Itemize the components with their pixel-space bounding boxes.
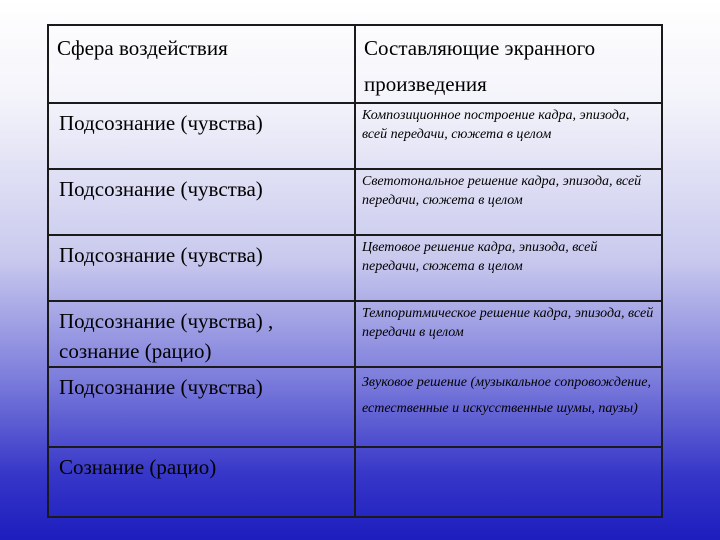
header-cell-components: Составляющие экранного произведения	[355, 25, 662, 103]
sphere-cell: Подсознание (чувства)	[48, 103, 355, 169]
component-cell	[355, 447, 662, 517]
sphere-cell: Подсознание (чувства)	[48, 169, 355, 235]
sphere-cell: Подсознание (чувства)	[48, 235, 355, 301]
table-row	[48, 235, 662, 301]
component-cell: Светотональное решение кадра, эпизода, всей передачи, сюжета в целом	[355, 169, 662, 235]
sphere-cell: Подсознание (чувства)	[48, 367, 355, 447]
sphere-cell: Сознание (рацио)	[48, 447, 355, 517]
component-cell: Цветовое решение кадра, эпизода, всей передачи, сюжета в целом	[355, 235, 662, 301]
table-row	[48, 367, 662, 447]
header-cell-sphere: Сфера воздействия	[48, 25, 355, 103]
table-row	[48, 301, 662, 367]
table-row	[48, 169, 662, 235]
table-header-row	[48, 25, 662, 103]
sphere-cell: Подсознание (чувства) , сознание (рацио)	[48, 301, 355, 367]
component-cell: Звуковое решение (музыкальное сопровождение, естественные и искусственные шумы, паузы)	[355, 367, 662, 447]
component-cell: Композиционное построение кадра, эпизода, всей передачи, сюжета в целом	[355, 103, 662, 169]
component-cell: Темпоритмическое решение кадра, эпизода, всей передачи в целом	[355, 301, 662, 367]
table-row	[48, 447, 662, 517]
table-row	[48, 103, 662, 169]
content-table	[47, 24, 663, 518]
